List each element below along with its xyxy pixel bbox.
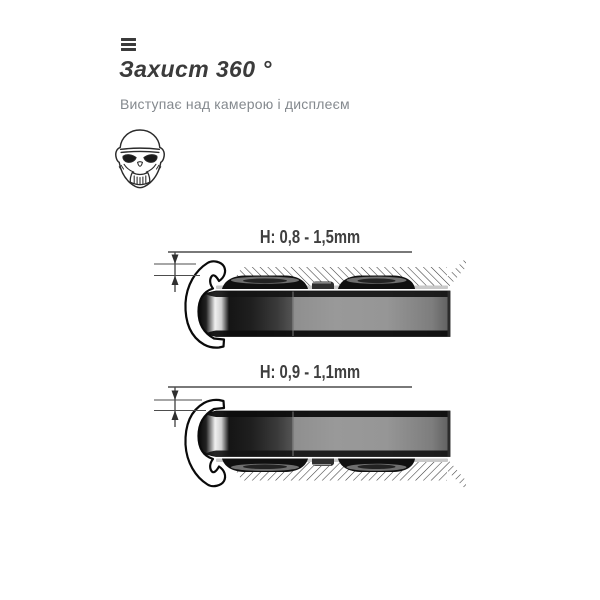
page-subtitle: Виступає над камерою і дисплеєм xyxy=(120,96,350,112)
phone-cross-section-display-side xyxy=(150,378,470,496)
menu-bar xyxy=(121,43,136,46)
measurement-label-display: H: 0,9 - 1,1mm xyxy=(259,361,361,382)
menu-bar xyxy=(121,48,136,51)
stormtrooper-helmet-icon xyxy=(111,126,169,192)
hamburger-menu-icon xyxy=(121,38,136,51)
menu-bar xyxy=(121,38,136,41)
page-title: Захист 360 ° xyxy=(119,56,272,82)
measurement-label-camera: H: 0,8 - 1,5mm xyxy=(259,226,361,247)
phone-cross-section-camera-side xyxy=(150,243,470,353)
